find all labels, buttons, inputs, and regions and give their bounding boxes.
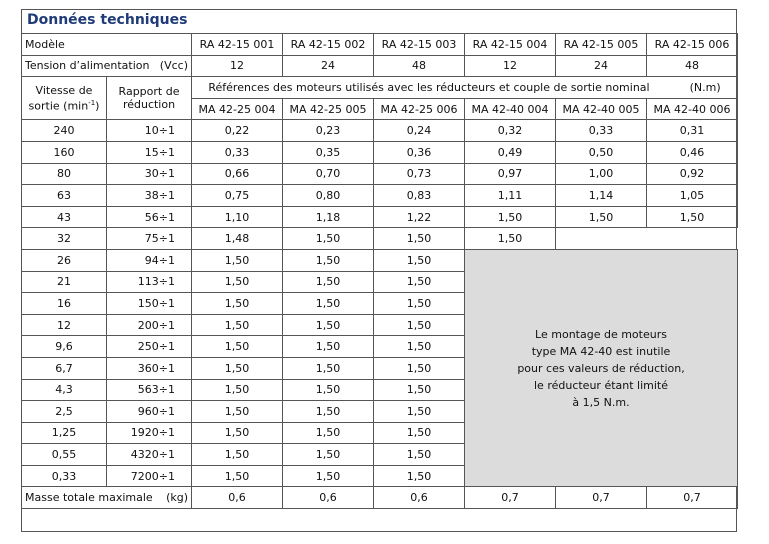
speed-cell: 26 [22, 249, 107, 271]
note-line: à 1,5 N.m. [572, 395, 630, 409]
speed-header [22, 77, 107, 120]
torque-cell: 1,50 [283, 249, 374, 271]
tension-cell: 12 [192, 55, 283, 77]
model-cell: RA 42-15 003 [374, 34, 465, 56]
torque-cell: 1,50 [192, 401, 283, 423]
torque-cell: 0,97 [465, 163, 556, 185]
torque-cell: 0,22 [192, 120, 283, 142]
note-line: pour ces valeurs de réduction, [517, 361, 685, 375]
torque-cell: 1,50 [283, 379, 374, 401]
motor-cell: MA 42-25 004 [192, 98, 283, 120]
torque-cell: 1,50 [283, 293, 374, 315]
speed-cell: 4,3 [22, 379, 107, 401]
torque-cell: 1,50 [374, 271, 465, 293]
ratio-cell: 150÷1 [107, 293, 192, 315]
torque-cell: 1,50 [465, 206, 556, 228]
torque-cell: 1,10 [192, 206, 283, 228]
reference-header [192, 77, 738, 99]
data-row [22, 249, 738, 271]
model-label: Modèle [22, 34, 192, 56]
motor-cell: MA 42-40 004 [465, 98, 556, 120]
torque-cell: 0,33 [556, 120, 647, 142]
torque-cell: 1,50 [192, 336, 283, 358]
ratio-cell: 94÷1 [107, 249, 192, 271]
model-cell: RA 42-15 006 [647, 34, 738, 56]
speed-cell: 43 [22, 206, 107, 228]
model-row [22, 34, 738, 56]
torque-cell: 1,18 [283, 206, 374, 228]
torque-cell: 0,83 [374, 185, 465, 207]
speed-cell: 12 [22, 314, 107, 336]
torque-cell: 1,50 [374, 422, 465, 444]
speed-unit-close: ) [95, 99, 100, 113]
torque-cell: 1,50 [647, 206, 738, 228]
speed-cell: 1,25 [22, 422, 107, 444]
data-row [22, 185, 738, 207]
data-row [22, 120, 738, 142]
ratio-cell: 563÷1 [107, 379, 192, 401]
torque-cell: 0,35 [283, 141, 374, 163]
speed-cell: 160 [22, 141, 107, 163]
speed-unit-exp: -1 [88, 98, 96, 107]
torque-cell: 0,92 [647, 163, 738, 185]
torque-cell: 1,50 [283, 228, 374, 250]
torque-cell: 1,50 [192, 422, 283, 444]
mass-cell: 0,6 [374, 487, 465, 509]
model-cell: RA 42-15 002 [283, 34, 374, 56]
mass-label-text: Masse totale maximale [25, 491, 153, 505]
speed-header-text: Vitesse de sortie (min [28, 83, 93, 113]
mass-cell: 0,7 [465, 487, 556, 509]
model-cell: RA 42-15 004 [465, 34, 556, 56]
speed-cell: 240 [22, 120, 107, 142]
torque-cell: 0,66 [192, 163, 283, 185]
reference-unit: (N.m) [689, 80, 721, 94]
ratio-cell: 250÷1 [107, 336, 192, 358]
torque-cell: 0,70 [283, 163, 374, 185]
tension-unit: (Vcc) [159, 59, 189, 73]
torque-cell: 1,50 [192, 249, 283, 271]
ratio-cell: 960÷1 [107, 401, 192, 423]
ratio-cell: 4320÷1 [107, 444, 192, 466]
tension-cell: 48 [647, 55, 738, 77]
tension-label-text: Tension d’alimentation [25, 59, 150, 73]
torque-cell: 1,50 [374, 444, 465, 466]
torque-cell: 0,73 [374, 163, 465, 185]
tension-cell: 48 [374, 55, 465, 77]
ratio-cell: 38÷1 [107, 185, 192, 207]
speed-cell: 80 [22, 163, 107, 185]
torque-cell: 0,75 [192, 185, 283, 207]
ratio-cell: 56÷1 [107, 206, 192, 228]
page-title: Données techniques [27, 12, 188, 28]
torque-cell: 1,00 [556, 163, 647, 185]
ratio-cell: 7200÷1 [107, 465, 192, 487]
model-cell: RA 42-15 005 [556, 34, 647, 56]
torque-cell: 1,50 [192, 465, 283, 487]
speed-cell: 6,7 [22, 357, 107, 379]
ratio-cell: 200÷1 [107, 314, 192, 336]
speed-cell: 0,33 [22, 465, 107, 487]
torque-cell: 0,46 [647, 141, 738, 163]
torque-cell: 1,50 [192, 444, 283, 466]
torque-cell: 0,31 [647, 120, 738, 142]
speed-cell: 63 [22, 185, 107, 207]
torque-cell: 1,50 [283, 422, 374, 444]
speed-cell: 21 [22, 271, 107, 293]
mass-row [22, 487, 738, 509]
torque-cell: 1,50 [283, 336, 374, 358]
ratio-cell: 1920÷1 [107, 422, 192, 444]
torque-cell: 0,50 [556, 141, 647, 163]
tension-cell: 24 [556, 55, 647, 77]
torque-cell: 0,36 [374, 141, 465, 163]
ratio-header: Rapport de réduction [107, 77, 192, 120]
torque-cell: 1,50 [374, 249, 465, 271]
torque-cell: 1,50 [374, 465, 465, 487]
note-line: Le montage de moteurs [535, 327, 667, 341]
ratio-cell: 15÷1 [107, 141, 192, 163]
empty-cell [556, 228, 738, 250]
torque-cell: 0,49 [465, 141, 556, 163]
torque-cell: 1,50 [192, 271, 283, 293]
data-row [22, 163, 738, 185]
tech-data-table [21, 33, 738, 509]
torque-cell: 1,05 [647, 185, 738, 207]
ratio-cell: 113÷1 [107, 271, 192, 293]
torque-cell: 1,50 [374, 357, 465, 379]
note-line: le réducteur étant limité [534, 378, 669, 392]
torque-cell: 1,14 [556, 185, 647, 207]
speed-cell: 9,6 [22, 336, 107, 358]
torque-cell: 1,50 [556, 206, 647, 228]
mass-cell: 0,6 [192, 487, 283, 509]
header-row [22, 77, 738, 99]
torque-cell: 1,50 [283, 271, 374, 293]
torque-cell: 1,50 [283, 465, 374, 487]
torque-cell: 1,48 [192, 228, 283, 250]
ratio-cell: 75÷1 [107, 228, 192, 250]
torque-cell: 1,50 [374, 228, 465, 250]
data-row [22, 228, 738, 250]
motor-cell: MA 42-40 006 [647, 98, 738, 120]
tension-cell: 24 [283, 55, 374, 77]
torque-cell: 0,32 [465, 120, 556, 142]
motor-cell: MA 42-25 005 [283, 98, 374, 120]
speed-cell: 32 [22, 228, 107, 250]
torque-cell: 0,33 [192, 141, 283, 163]
torque-cell: 1,50 [374, 336, 465, 358]
torque-cell: 1,50 [192, 314, 283, 336]
reference-header-text: Références des moteurs utilisés avec les réducteurs et couple de sortie nominal [208, 80, 650, 94]
torque-cell: 1,50 [374, 314, 465, 336]
mass-cell: 0,7 [556, 487, 647, 509]
mass-cell: 0,7 [647, 487, 738, 509]
motor-cell: MA 42-40 005 [556, 98, 647, 120]
torque-cell: 1,50 [283, 314, 374, 336]
torque-cell: 0,23 [283, 120, 374, 142]
speed-cell: 0,55 [22, 444, 107, 466]
torque-cell: 0,24 [374, 120, 465, 142]
note-cell [465, 249, 738, 487]
ratio-cell: 360÷1 [107, 357, 192, 379]
torque-cell: 1,50 [465, 228, 556, 250]
torque-cell: 1,50 [192, 357, 283, 379]
tension-row [22, 55, 738, 77]
torque-cell: 1,50 [283, 401, 374, 423]
speed-cell: 2,5 [22, 401, 107, 423]
tension-label [22, 55, 192, 77]
torque-cell: 1,50 [374, 401, 465, 423]
torque-cell: 1,50 [283, 444, 374, 466]
torque-cell: 1,50 [192, 293, 283, 315]
torque-cell: 1,11 [465, 185, 556, 207]
note-line: type MA 42-40 est inutile [531, 344, 671, 358]
data-row [22, 206, 738, 228]
torque-cell: 1,22 [374, 206, 465, 228]
motor-cell: MA 42-25 006 [374, 98, 465, 120]
mass-unit: (kg) [166, 491, 189, 505]
torque-cell: 1,50 [374, 379, 465, 401]
torque-cell: 0,80 [283, 185, 374, 207]
ratio-cell: 10÷1 [107, 120, 192, 142]
data-row [22, 141, 738, 163]
ratio-cell: 30÷1 [107, 163, 192, 185]
torque-cell: 1,50 [283, 357, 374, 379]
torque-cell: 1,50 [192, 379, 283, 401]
model-cell: RA 42-15 001 [192, 34, 283, 56]
mass-label [22, 487, 192, 509]
tension-cell: 12 [465, 55, 556, 77]
speed-cell: 16 [22, 293, 107, 315]
mass-cell: 0,6 [283, 487, 374, 509]
torque-cell: 1,50 [374, 293, 465, 315]
